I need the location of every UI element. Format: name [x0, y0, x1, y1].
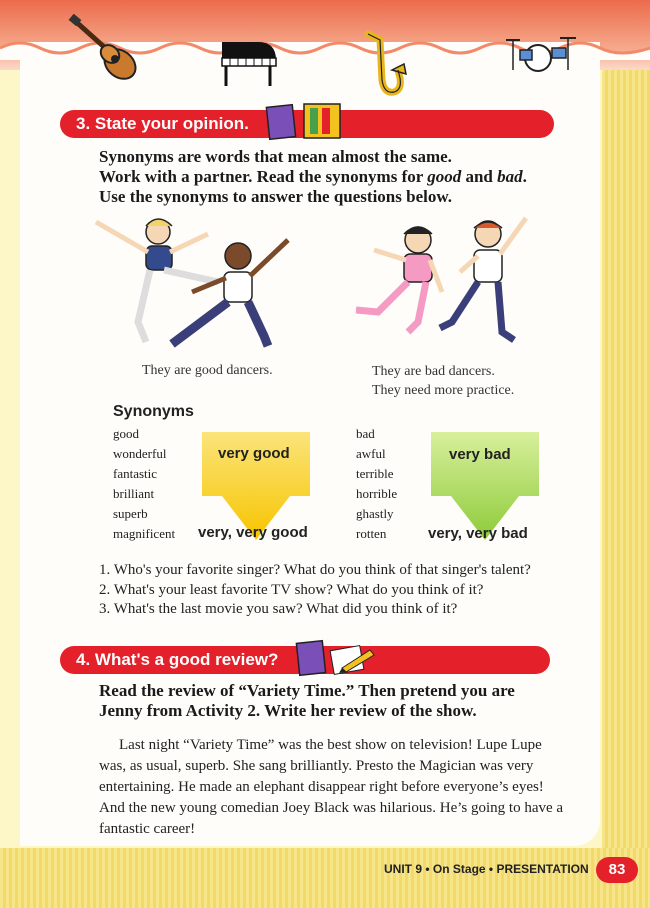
bad-arrow-top-label: very bad — [449, 446, 511, 463]
list-item: good — [113, 426, 139, 441]
caption-bad-dancers-1: They are bad dancers. — [372, 364, 495, 379]
list-item: terrible — [356, 466, 394, 481]
review-paragraph: Last night “Variety Time” was the best show on television! Lupe Lupe was, as usual, superb. She sang brilliantly. Presto the Magician was very entertaining. He made an elephant disappear right before everyone’s eyes! And the new young comedian Joey Black was hilarious. He’s going to have a fantastic career! — [99, 737, 564, 837]
book-icon — [262, 102, 352, 142]
bottom-border-strip — [0, 848, 650, 908]
good-synonyms-list — [113, 424, 175, 544]
caption-good-dancers: They are good dancers. — [142, 363, 273, 378]
section-4-instruction-1: Read the review of “Variety Time.” Then pretend you are — [99, 681, 515, 700]
section-3-instruction-1: Synonyms are words that mean almost the same. — [99, 147, 452, 166]
section-4-instruction-2: Jenny from Activity 2. Write her review of the show. — [99, 701, 477, 720]
good-dancers-illustration — [88, 212, 308, 352]
list-item: superb — [113, 506, 148, 521]
section-3-heading: 3. State your opinion. — [60, 110, 554, 138]
bad-synonyms-list — [356, 424, 397, 544]
good-arrow-bottom-label: very, very good — [198, 524, 308, 541]
section-3-instruction-3: Use the synonyms to answer the questions below. — [99, 187, 452, 206]
page-number: 83 — [596, 857, 638, 883]
right-border-strip — [602, 0, 650, 908]
question-2: 2. What's your least favorite TV show? What do you think of it? — [99, 582, 484, 598]
pencil-icon — [294, 638, 378, 680]
list-item: ghastly — [356, 506, 394, 521]
caption-bad-dancers-2: They need more practice. — [372, 383, 515, 398]
bad-dancers-illustration — [348, 212, 548, 352]
section-3-instruction-2: Work with a partner. Read the synonyms for good and bad. — [99, 167, 527, 186]
list-item: awful — [356, 446, 386, 461]
guitar-icon — [68, 14, 143, 84]
good-arrow-top-label: very good — [218, 445, 290, 462]
drums-icon — [500, 34, 580, 74]
list-item: brilliant — [113, 486, 155, 501]
question-1: 1. Who's your favorite singer? What do you think of that singer's talent? — [99, 562, 531, 578]
section-4-heading: 4. What's a good review? — [60, 646, 550, 674]
list-item: bad — [356, 426, 375, 441]
synonyms-title: Synonyms — [113, 403, 194, 420]
bad-arrow-bottom-label: very, very bad — [428, 525, 528, 542]
piano-icon — [218, 36, 280, 88]
list-item: wonderful — [113, 446, 167, 461]
list-item: rotten — [356, 526, 387, 541]
question-3: 3. What's the last movie you saw? What did you think of it? — [99, 601, 458, 617]
footer-unit: UNIT 9 • On Stage • PRESENTATION — [384, 862, 589, 876]
list-item: fantastic — [113, 466, 158, 481]
saxophone-icon — [360, 30, 410, 102]
list-item: horrible — [356, 486, 398, 501]
list-item: magnificent — [113, 526, 176, 541]
